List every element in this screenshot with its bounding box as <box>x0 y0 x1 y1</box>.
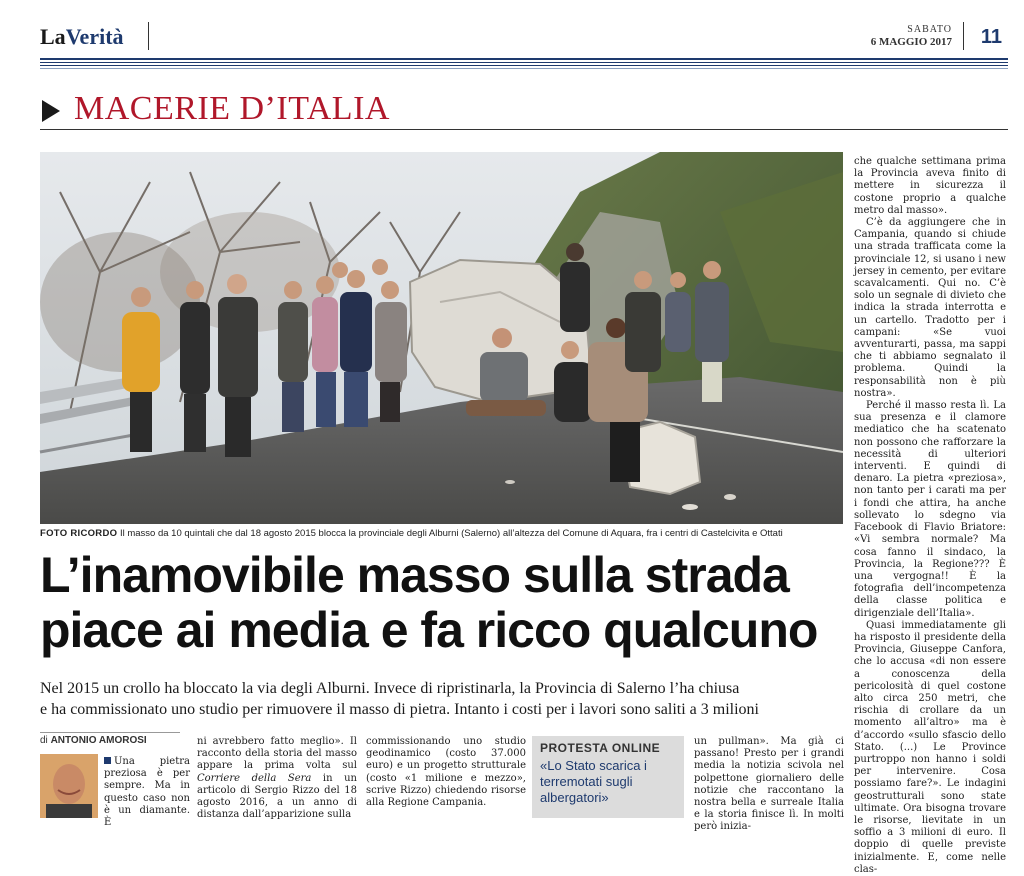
body-text: in un articolo di Sergio Rizzo del 18 agosto 2016, a un anno di distanza dall’apparizione sulla <box>197 772 357 821</box>
photo-caption <box>40 528 843 539</box>
caption-label: FOTO RICORDO <box>40 528 118 539</box>
body-column-3 <box>366 736 526 818</box>
newspaper-logo[interactable] <box>40 24 124 50</box>
section-title: MACERIE D’ITALIA <box>74 90 390 127</box>
body-column-2 <box>197 736 357 821</box>
masthead <box>40 20 1008 56</box>
header-rule <box>40 65 1008 66</box>
logo-la: La <box>40 24 66 49</box>
box-label: PROTESTA ONLINE <box>540 741 661 755</box>
issue-date <box>871 24 952 48</box>
byline-prefix: di <box>40 735 51 746</box>
photo-group-boulder-road <box>40 152 843 524</box>
logo-verita: Verità <box>65 24 124 49</box>
header-rule <box>40 58 1008 60</box>
body-text: ni avrebbero fatto meglio». Il racconto della storia del masso appare la prima volta sul <box>197 736 357 772</box>
body-column-5 <box>694 736 844 833</box>
body-text: un pullman». Ma già ci passano! Presto per i grandi media la notizia scivola nel polpettone giornaliero delle notizie che raccontano la nostra bella e surreale Italia e la storia finisce lì. In molti però inizia- <box>694 736 844 833</box>
header-rule <box>40 62 1008 63</box>
body-column-right <box>854 156 1006 875</box>
page-number: 11 <box>980 26 1002 48</box>
body-paragraph: Quasi immediatamente gli ha risposto il presidente della Provincia, Giuseppe Canfora, che lo accusa «di non essere a conoscenza della pericolosità di quel costone alto circa 250 metri, che rischia di crollare da un momento all’altro» ma è d’accordo «sullo sfascio dello Stato. (...) Le Province purtroppo non hanno i soldi per intervenire. Cosa possiamo fare?». Le indagini geostrutturali sono state ultimate. Ora bisogna trovare le risorse, lievitate in un soffio a 3 milioni di euro. Il doppio di quelle previste inizialmente. E, come nelle clas- <box>854 619 1006 875</box>
deck-line: e ha commissionato uno studio per rimuovere il masso di pietra. Intanto i costi per i lavori sono saliti a 3 milioni <box>40 701 759 718</box>
sidebar-box-protesta <box>532 736 684 818</box>
issue-full-date: 6 MAGGIO 2017 <box>870 36 952 48</box>
lead-square-icon <box>104 757 111 764</box>
section-header <box>40 88 1008 130</box>
caption-text: Il masso da 10 quintali che dal 18 agosto 2015 blocca la provinciale degli Alburni (Salerno) all’altezza del Comune di Aquara, fra i centri di Castelcivita e Ottati <box>117 528 783 539</box>
header-rule <box>40 68 1008 69</box>
body-paragraph: C’è da aggiungere che in Campania, quando si chiude una strada trafficata come la provinciale 12, si usano i new jersey in cemento, per evitare scavalcamenti. Qui no. C’è solo un segnale di divieto che indica la strada interrotta e un cartello. Tradotto per i campani: «Se vuoi avventurarti, passa, ma sappi che ti abbiamo segnalato il problema. Quindi la responsabilità non è più nostra». <box>854 217 1006 399</box>
byline <box>40 732 180 746</box>
issue-day: SABATO <box>907 24 952 35</box>
article-headline <box>40 548 845 658</box>
body-paragraph: Perché il masso resta lì. La sua presenza e il clamore mediatico che ha scatenato non possono che rafforzare la necessità di ulteriori interventi. E quindi di denaro. La pietra «preziosa», non tanto per i carati ma per i fondi che attira, ha anche sollevato lo sdegno via Facebook di Flavio Briatore: «Vi sembra normale? Ma cosa fanno il sindaco, la Provincia, la Regione??? È una vergogna!! È la fotografia dell’incompetenza della classe politica e dirigenziale dell’Italia». <box>854 400 1006 619</box>
headline-line: piace ai media e fa ricco qualcuno <box>40 602 818 658</box>
byline-author[interactable]: ANTONIO AMOROSI <box>50 735 147 746</box>
body-paragraph: che qualche settimana prima la Provincia aveva finito di mettere in sicurezza il costone proprio a qualche metro dal masso». <box>854 156 1006 216</box>
body-text-italic: Corriere della Sera <box>197 772 312 784</box>
main-photo[interactable] <box>40 152 843 524</box>
masthead-divider <box>963 22 964 50</box>
body-text: Una pietra preziosa è per sempre. Ma in questo caso non è un diamante. È <box>104 756 190 829</box>
masthead-divider <box>148 22 149 50</box>
article-deck <box>40 678 845 720</box>
deck-line: Nel 2015 un crollo ha bloccato la via degli Alburni. Invece di ripristinarla, la Provincia di Salerno l’ha chiusa <box>40 680 740 697</box>
body-text: commissionando uno studio geodinamico (costo 37.000 euro) e un progetto strutturale (costo «1 milione e mezzo», scrive Rizzo) chiedendo risorse alla Regione Campania. <box>366 736 526 809</box>
box-quote: «Lo Stato scarica i terremotati sugli albergatori» <box>540 758 647 805</box>
section-arrow-icon <box>42 100 60 122</box>
author-avatar <box>40 754 98 818</box>
headline-line: L’inamovibile masso sulla strada <box>40 547 789 603</box>
body-column-1 <box>104 756 190 829</box>
